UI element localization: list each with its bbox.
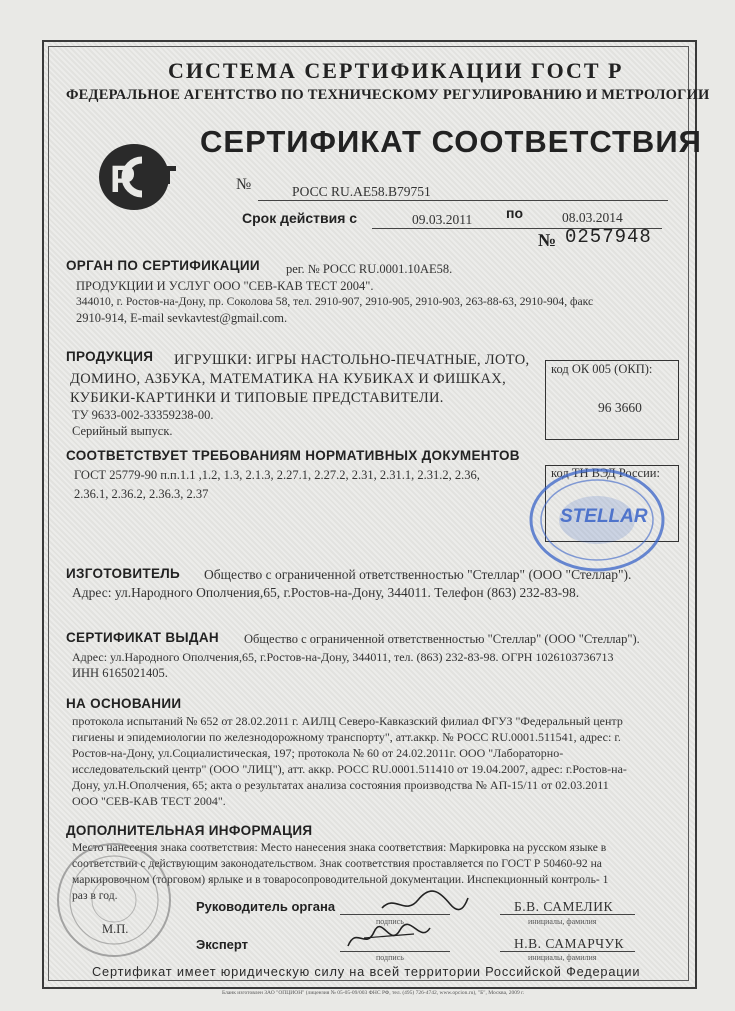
printer-footer: Бланк изготовлен ЗАО "ОПЦИОН" (лицензия № 05-05-09/003 ФНС РФ, тел. (495) 726-4742, www.opcion.ru), "Б", Москва, 2009 г. <box>222 990 525 996</box>
validity-to-label: по <box>506 205 524 221</box>
organ-heading: ОРГАН ПО СЕРТИФИКАЦИИ <box>66 258 260 273</box>
stamp-text: STELLAR <box>560 506 648 527</box>
additional-line1: Место нанесения знака соответствия: Место нанесения знака соответствия: Маркировка на русском языке в <box>72 841 607 854</box>
cert-no-value: РОСС RU.AE58.B79751 <box>292 184 431 199</box>
basis-line6: ООО "СЕВ-КАВ ТЕСТ 2004". <box>72 794 226 808</box>
product-line3: КУБИКИ-КАРТИНКИ И ТИПОВЫЕ ПРЕДСТАВИТЕЛИ. <box>70 390 444 406</box>
additional-heading: ДОПОЛНИТЕЛЬНАЯ ИНФОРМАЦИЯ <box>66 823 313 838</box>
manufacturer-address: Адрес: ул.Народного Ополчения,65, г.Ростов-на-Дону, 344011. Телефон (863) 232-83-98. <box>72 585 580 600</box>
basis-line5: Дону, ул.Н.Ополчения, 65; акта о результатах анализа состояния производства № АП-15/11 от 02.03.2011 <box>72 778 609 792</box>
cert-no-underline <box>258 200 668 201</box>
gost-r-mark-icon <box>96 140 178 214</box>
issued-heading: СЕРТИФИКАТ ВЫДАН <box>66 630 219 645</box>
date-from: 09.03.2011 <box>412 212 473 227</box>
cert-no-label: № <box>236 176 252 193</box>
head-label: Руководитель органа <box>196 899 336 914</box>
organ-reg: рег. № РОСС RU.0001.10AE58. <box>286 262 453 276</box>
basis-line3: Ростов-на-Дону, ул.Социалистическая, 197; протокола № 60 от 24.02.2011г. ООО "Лабораторно- <box>72 746 564 760</box>
expert-label: Эксперт <box>196 937 249 952</box>
additional-line3: маркировочном (торговом) ярлыке и в товаросопроводительной документации. Инспекционный контроль- 1 <box>72 873 609 886</box>
basis-line2: гигиены и эпидемиологии по железнодорожному транспорту", атт.аккр. № РОСС RU.0001.511541, адрес: г. <box>72 730 621 744</box>
organ-line2: 344010, г. Ростов-на-Дону, пр. Соколова 58, тел. 2910-907, 2910-905, 2910-903, 263-88-63, 2910-904, факс <box>76 295 594 308</box>
expert-name-sub: инициалы, фамилия <box>528 953 597 962</box>
compliance-line2: 2.36.1, 2.36.2, 2.36.3, 2.37 <box>74 487 209 501</box>
manufacturer-heading: ИЗГОТОВИТЕЛЬ <box>66 566 181 581</box>
compliance-line1: ГОСТ 25779-90 п.п.1.1 ,1.2, 1.3, 2.1.3, 2.27.1, 2.27.2, 2.31, 2.31.1, 2.31.2, 2.36, <box>74 468 480 482</box>
agency-title: ФЕДЕРАЛЬНОЕ АГЕНТСТВО ПО ТЕХНИЧЕСКОМУ РЕГУЛИРОВАНИЮ И МЕТРОЛОГИИ <box>66 87 710 103</box>
mp-label: М.П. <box>102 922 129 936</box>
expert-name: Н.В. САМАРЧУК <box>514 936 625 951</box>
basis-line4: исследовательский центр" (ООО "ЛИЦ"), атт. аккр. РОСС RU.0001.511410 от 19.04.2007, адрес: г.Ростов-на- <box>72 762 627 776</box>
additional-line4: раз в год. <box>72 889 118 902</box>
date-to: 08.03.2014 <box>562 210 623 225</box>
validity-label: Срок действия с <box>242 210 358 226</box>
form-no-label: № <box>538 230 557 250</box>
expert-name-line <box>500 951 635 952</box>
okp-value: 96 3660 <box>598 400 642 415</box>
compliance-heading: СООТВЕТСТВУЕТ ТРЕБОВАНИЯМ НОРМАТИВНЫХ ДОКУМЕНТОВ <box>66 448 520 463</box>
head-name-line <box>500 914 635 915</box>
organ-line1: ПРОДУКЦИИ И УСЛУГ ООО "СЕВ-КАВ ТЕСТ 2004". <box>76 279 374 293</box>
expert-signature <box>344 920 434 954</box>
system-title: СИСТЕМА СЕРТИФИКАЦИИ ГОСТ Р <box>168 58 624 83</box>
product-line1: ИГРУШКИ: ИГРЫ НАСТОЛЬНО-ПЕЧАТНЫЕ, ЛОТО, <box>174 352 530 368</box>
head-name-sub: инициалы, фамилия <box>528 917 597 926</box>
issued-line2: ИНН 6165021405. <box>72 666 168 680</box>
round-seal <box>54 840 174 960</box>
stellar-stamp <box>522 465 672 575</box>
legal-footer: Сертификат имеет юридическую силу на всей территории Российской Федерации <box>92 964 641 979</box>
tnved-label: код ТН ВЭД России: <box>551 466 660 480</box>
manufacturer-name: Общество с ограниченной ответственностью "Стеллар" (ООО "Стеллар"). <box>204 567 632 582</box>
organ-line3: 2910-914, E-mail sevkavtest@gmail.com. <box>76 311 288 325</box>
issued-name: Общество с ограниченной ответственностью "Стеллар" (ООО "Стеллар"). <box>244 632 640 646</box>
product-line2: ДОМИНО, АЗБУКА, МАТЕМАТИКА НА КУБИКАХ И ФИШКАХ, <box>70 371 507 387</box>
expert-sub-label: подпись <box>376 953 404 962</box>
okp-label: код ОК 005 (ОКП): <box>551 362 653 376</box>
certificate-title: СЕРТИФИКАТ СООТВЕТСТВИЯ <box>200 124 702 159</box>
product-line5: Серийный выпуск. <box>72 424 173 438</box>
issued-line1: Адрес: ул.Народного Ополчения,65, г.Ростов-на-Дону, 344011, тел. (863) 232-83-98. ОГРН 1026103736713 <box>72 650 614 664</box>
head-sub-label: подпись <box>376 917 404 926</box>
svg-text:Р: Р <box>110 159 136 201</box>
head-signature <box>380 886 470 918</box>
product-heading: ПРОДУКЦИЯ <box>66 349 154 364</box>
product-line4: ТУ 9633-002-33359238-00. <box>72 408 214 422</box>
basis-line1: протокола испытаний № 652 от 28.02.2011 г. АИЛЦ Северо-Кавказский филиал ФГУЗ "Федеральный центр <box>72 714 623 728</box>
additional-line2: соответствии с действующим законодательством. Знак соответствия проставляется по ГОСТ Р 50460-92 на <box>72 857 602 870</box>
head-name: Б.В. САМЕЛИК <box>514 899 613 914</box>
form-number: 0257948 <box>565 226 652 248</box>
basis-heading: НА ОСНОВАНИИ <box>66 696 182 711</box>
